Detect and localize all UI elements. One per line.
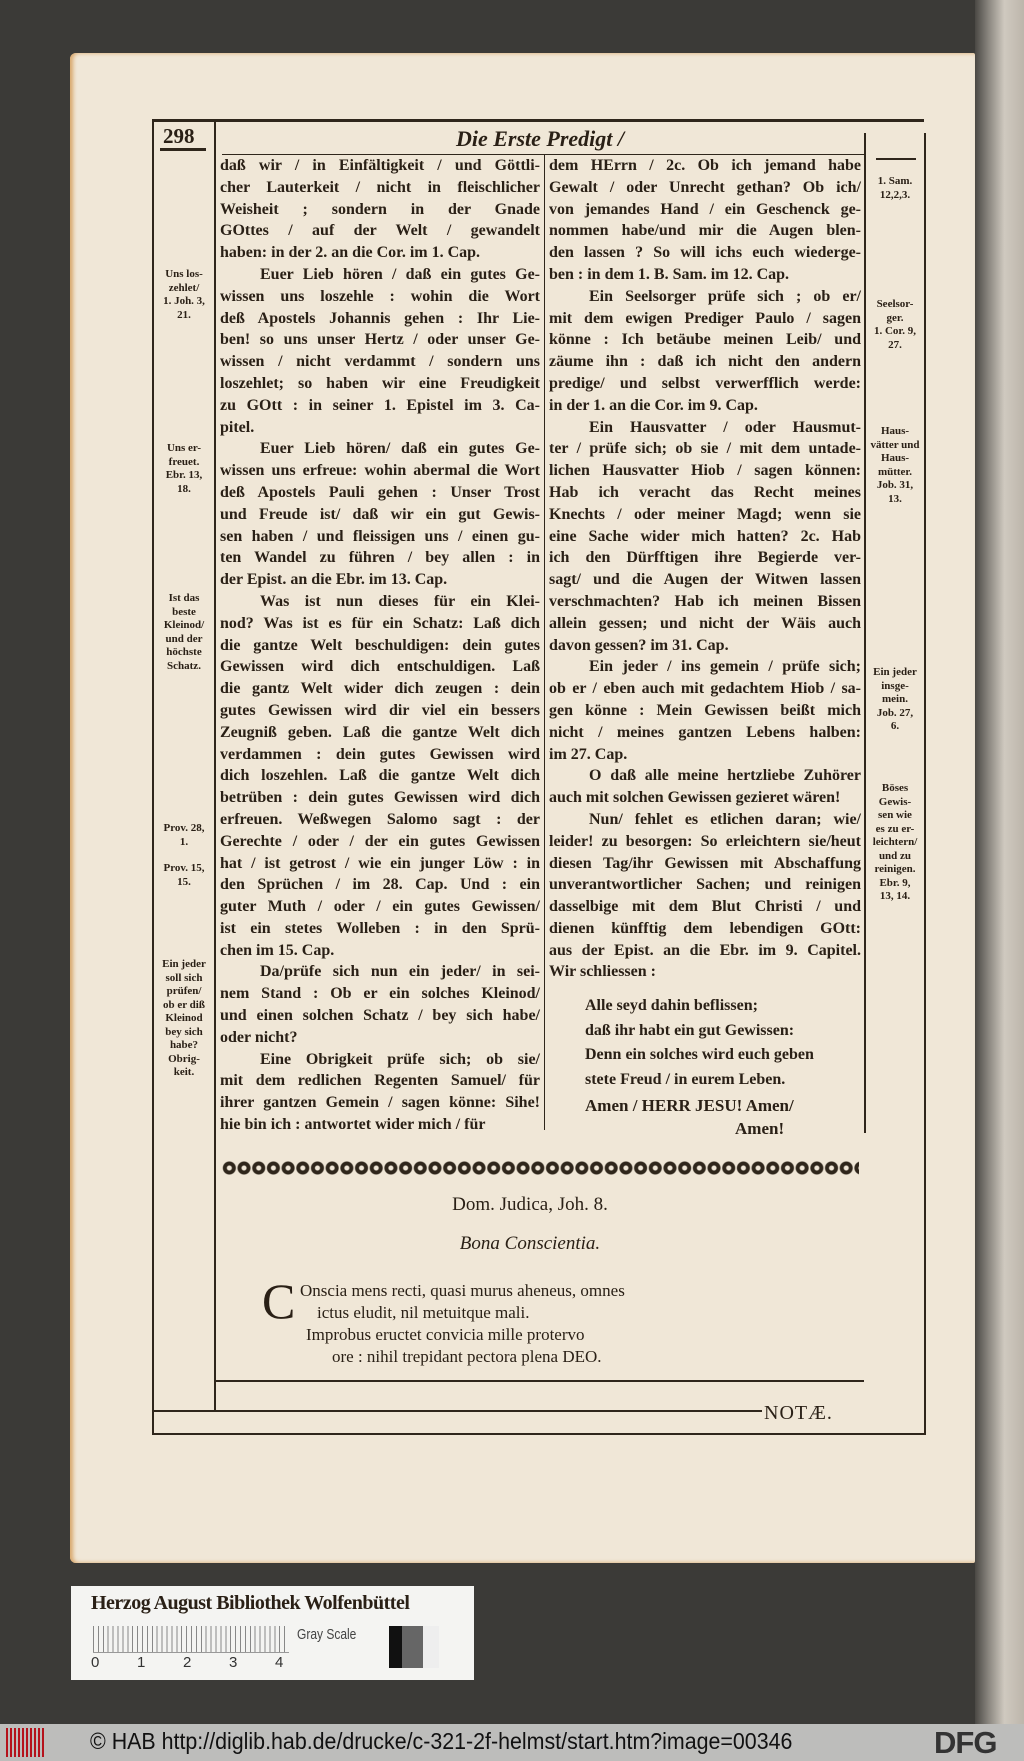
outer-bottom-rule: [152, 1433, 924, 1435]
text-line: Gewissen wird dich entschuldigen. Laß: [220, 658, 540, 676]
margin-note: [155, 268, 213, 322]
margin-note-line: Haus-: [880, 425, 910, 437]
margin-note-line: und zu: [878, 849, 912, 862]
frame-bottom-rule: [152, 1410, 762, 1412]
frame-top-rule: [152, 119, 924, 122]
amen-line: Amen / HERR JESU! Amen/: [585, 1096, 794, 1115]
text-line: deß Apostels Pauli gehen : Unser Trost: [220, 483, 540, 501]
margin-note-line: 1. Sam.: [877, 175, 913, 187]
text-line: Ein jeder / ins gemein / prüfe sich;: [589, 658, 861, 676]
text-line: ben : in dem 1. B. Sam. im 12. Cap.: [549, 265, 790, 283]
right-text-column: [549, 155, 861, 983]
margin-note-line: Obrig-: [168, 1052, 200, 1065]
notes-divider-right: [864, 133, 866, 1133]
margin-note-line: mütter.: [877, 465, 913, 478]
margin-note: [866, 782, 924, 904]
margin-note-line: Ist das: [168, 592, 200, 604]
left-text-column: [220, 155, 540, 1136]
text-line: deß Apostels Johannis gehen : Ihr Lie-: [220, 309, 540, 327]
margin-note-line: leichtern/: [872, 836, 918, 848]
text-line: Ein Hausvatter / oder Hausmut-: [589, 418, 861, 436]
text-line: ter / prüfe sich; ob sie / mit dem untade-: [549, 440, 861, 458]
margin-note-line: Haus-: [880, 452, 910, 464]
text-line: verschmachten? Hab ich meinen Bissen: [549, 592, 861, 610]
text-line: zu GOtt : in seiner 1. Epistel im 3. Ca-: [220, 396, 540, 414]
margin-note: [155, 958, 213, 1080]
latin-verse: [262, 1273, 625, 1368]
text-line: Knechts / oder meiner Magd; wenn sie: [549, 505, 861, 523]
text-line: auch mit solchen Gewissen gezieret wären!: [549, 789, 841, 807]
margin-note-line: Kleinod/: [163, 619, 205, 631]
notes-divider-left: [214, 120, 216, 1410]
margin-note-line: Ebr. 9,: [879, 876, 911, 889]
section-bottom-rule: [216, 1380, 864, 1382]
ruler-number: 3: [229, 1654, 238, 1671]
text-line: die gantze Welt beschuldigen: dein gutes: [220, 636, 540, 654]
text-line: in der 1. an die Cor. im 9. Cap.: [549, 396, 758, 414]
margin-note-line: Ebr. 13,: [165, 469, 203, 481]
text-line: Gewalt / oder Unrecht gethan? Ob ich/: [549, 178, 861, 196]
margin-note-line: bey sich: [165, 1025, 203, 1038]
text-line: hat / ist getrost / wie ein junger Löw : in: [220, 854, 540, 872]
margin-note: [866, 298, 924, 352]
frame-left-rule: [152, 120, 154, 1435]
margin-note-line: 6.: [890, 720, 900, 732]
margin-note-line: soll sich: [165, 971, 203, 984]
section-heading: Dom. Judica, Joh. 8.: [452, 1194, 608, 1215]
margin-note-line: 13.: [888, 492, 902, 505]
verse-line: Improbus eructet convicia mille protervo: [306, 1325, 585, 1344]
closing-poem: [585, 994, 814, 1139]
text-line: Was ist nun dieses für ein Klei-: [260, 592, 540, 610]
amen-line: Amen!: [735, 1118, 785, 1138]
margin-note-line: höchste: [166, 646, 202, 658]
text-line: Da/prüfe sich nun ein jeder/ in sei-: [260, 963, 540, 981]
margin-note-line: insge-: [881, 679, 909, 692]
margin-note: [155, 862, 213, 889]
margin-note: [155, 442, 213, 496]
text-line: nem Stand : Ob er ein solches Kleinod/: [220, 985, 540, 1003]
margin-note-line: beste: [172, 605, 196, 618]
poem-line: stete Freud / in eurem Leben.: [585, 1070, 786, 1088]
text-line: den Sprüchen / im 28. Cap. Und : ein: [220, 876, 540, 894]
margin-note: [155, 822, 213, 849]
margin-note-line: keit.: [173, 1066, 195, 1078]
text-line: leider! zu besorgen: So erleichtern sie/heut: [549, 832, 861, 850]
margin-note-line: Prov. 28,: [163, 822, 205, 834]
margin-note-line: 12,2,3.: [879, 188, 911, 201]
text-line: guter Muth / oder / ein gutes Gewissen/: [220, 898, 540, 916]
text-line: wissen / nicht verdammt / sondern uns: [220, 353, 540, 371]
text-line: wissen uns erfreue: wohin abermal die Wort: [220, 462, 540, 480]
margin-note-line: Job. 31,: [876, 479, 914, 491]
text-line: Eine Obrigkeit prüfe sich; ob sie/: [260, 1050, 540, 1068]
margin-note-line: freuet.: [168, 455, 200, 468]
margin-note: [866, 425, 924, 506]
margin-note-line: Ein jeder: [162, 958, 206, 970]
margin-note: [866, 175, 924, 202]
column-divider: [544, 155, 545, 1130]
margin-note-line: Ein jeder: [873, 666, 917, 678]
margin-note-line: zehlet/: [168, 281, 200, 294]
text-line: Gerechte / oder / der ein gutes Gewissen: [220, 832, 540, 850]
text-line: aus der Epist. an die Ebr. im 9. Capitel.: [549, 941, 861, 959]
margin-note-line: 1. Cor. 9,: [873, 325, 917, 337]
text-line: mit dem ewigen Prediger Paulo / sagen: [549, 309, 861, 327]
catchword: NOTÆ.: [764, 1402, 833, 1424]
text-line: ob er / eben auch mit gedachtem Hiob / sa-: [549, 680, 861, 698]
margin-note-line: ob er diß: [163, 998, 205, 1011]
margin-note-line: Uns los-: [165, 268, 203, 280]
ruler-number: 2: [183, 1654, 192, 1671]
margin-note-line: ger.: [886, 311, 904, 324]
gray-scale-swatch: [389, 1626, 439, 1668]
margin-note-line: Schatz.: [167, 659, 201, 672]
text-line: ben! so uns unser Hertz / oder unser Ge-: [220, 331, 540, 349]
section-subtitle: Bona Conscientia.: [459, 1233, 601, 1254]
verse-line: Onscia mens recti, quasi murus aheneus, omnes: [300, 1281, 625, 1300]
text-line: den lassen ? So will ichs euch wiederge-: [549, 244, 861, 262]
text-line: sen haben / und fleissigen uns / einen gu-: [220, 527, 540, 545]
text-line: der Epist. an die Ebr. im 13. Cap.: [220, 571, 448, 589]
text-line: im 27. Cap.: [549, 745, 628, 763]
adjacent-page-edge: [975, 0, 1024, 1724]
margin-note-line: 15.: [177, 875, 191, 888]
text-line: gen könne : Mein Gewissen beißt mich: [549, 701, 861, 719]
text-line: nicht / meines gantzen Lebens halben:: [549, 723, 861, 741]
margin-note-line: 27.: [888, 338, 902, 351]
text-line: mit dem redlichen Regenten Samuel/ für: [220, 1072, 540, 1090]
margin-note-line: reinigen.: [874, 863, 916, 875]
text-line: pitel.: [220, 418, 255, 436]
text-line: loszehlet; so haben wir eine Freudigkeit: [220, 374, 540, 392]
frame-right-rule: [924, 133, 926, 1435]
ruler-number: 0: [91, 1654, 100, 1671]
poem-line: Alle seyd dahin beflissen;: [585, 997, 758, 1014]
text-line: die gantz Welt wider dich zeugen : dein: [220, 680, 540, 698]
text-line: von jemandes Hand / ein Geschenck ge-: [549, 200, 861, 218]
text-line: davon gessen? im 31. Cap.: [549, 636, 729, 654]
text-line: erfreuen. Weßwegen Salomo sagt : der: [220, 810, 540, 828]
text-line: haben: in der 2. an die Cor. im 1. Cap.: [220, 244, 481, 262]
margin-note-line: 18.: [177, 482, 191, 495]
gray-scale-label: Gray Scale: [297, 1626, 357, 1643]
color-reference-card: [71, 1586, 474, 1680]
text-line: dich loszehlen. Laß die gantze Welt dich: [220, 767, 540, 785]
margin-note-line: Seelsor-: [876, 298, 914, 310]
text-line: unverantwortlicher Sachen; und reinigen: [549, 876, 861, 894]
margin-note-line: habe?: [169, 1039, 199, 1051]
margin-note-line: Prov. 15,: [163, 862, 205, 874]
text-line: diesen Tag/ihr Gewissen mit Abschaffung: [549, 854, 861, 872]
text-line: ihrer gantzen Gemein / sagen könne: Sihe!: [220, 1094, 540, 1112]
text-line: O daß alle meine hertzliebe Zuhörer: [589, 767, 861, 785]
right-notes-rule: [876, 158, 916, 160]
text-line: predige/ und selbst verwerfflich werde:: [549, 374, 861, 392]
dfg-logo: DFG: [934, 1725, 997, 1760]
margin-note-line: es zu er-: [875, 822, 915, 835]
poem-line: daß ihr habt ein gut Gewissen:: [585, 1021, 795, 1039]
library-name: Herzog August Bibliothek Wolfenbüttel: [91, 1592, 410, 1614]
text-line: betrüben : dein gutes Gewissen wird dich: [220, 789, 540, 807]
margin-note-line: 13, 14.: [879, 890, 911, 902]
text-line: oder nicht?: [220, 1028, 298, 1046]
margin-note-line: mein.: [882, 693, 908, 705]
margin-note-line: Uns er-: [166, 442, 202, 454]
text-line: Ein Seelsorger prüfe sich ; ob er/: [589, 287, 861, 305]
text-line: sagt/ und die Augen der Witwen lassen: [549, 571, 861, 589]
drop-cap: C: [262, 1273, 296, 1329]
text-line: dasselbige mit dem Blut Christi / und: [549, 898, 861, 916]
margin-note-line: 1. Joh. 3,: [163, 295, 205, 307]
text-line: Euer Lieb hören / daß ein gutes Ge-: [260, 265, 540, 283]
margin-note-line: Gewis-: [878, 795, 912, 808]
text-line: nommen habe/und mir die Augen blen-: [549, 222, 861, 240]
text-line: und einen solchen Schatz / bey sich habe/: [220, 1007, 540, 1025]
text-line: chen im 15. Cap.: [220, 941, 335, 959]
text-line: und Freude ist/ daß wir ein gut Gewis-: [220, 505, 540, 523]
margin-note-line: prüfen/: [166, 985, 202, 997]
margin-note-line: Kleinod: [165, 1012, 203, 1024]
text-line: ten Wandel zu führen / bey allen : in: [220, 549, 540, 567]
margin-note-line: und der: [165, 632, 203, 645]
verse-line: ictus eludit, nil metuitque mali.: [317, 1303, 530, 1322]
ruler-number: 4: [275, 1654, 284, 1671]
text-line: eine Sache wider mich hatten? 2c. Hab: [549, 527, 861, 545]
text-line: dem HErrn / 2c. Ob ich jemand habe: [549, 157, 861, 174]
text-line: nod? Was ist es für ein Schatz: Laß dich: [220, 614, 540, 632]
text-line: Wir schliessen :: [549, 963, 656, 981]
text-line: zäume ihn : daß ich nicht den andern: [549, 353, 861, 371]
footer-url[interactable]: © HAB http://diglib.hab.de/drucke/c-321-2f-helmst/start.htm?image=00346: [90, 1728, 793, 1754]
margin-note-line: 1.: [179, 835, 189, 848]
margin-note-line: Böses: [881, 782, 909, 794]
text-line: lichen Hausvatter Hiob / sagen können:: [549, 462, 861, 480]
text-line: Hab ich veracht das Recht meines: [549, 483, 861, 501]
hab-logo-icon: [6, 1728, 46, 1757]
margin-note: [866, 666, 924, 734]
footer-bar: [0, 1724, 1024, 1761]
margin-note-line: 21.: [177, 308, 191, 321]
page-number: 298: [163, 124, 195, 148]
ruler-number: 1: [137, 1654, 146, 1671]
margin-note-line: sen wie: [878, 809, 912, 821]
text-line: gutes Gewissen wird dir viel ein bessers: [220, 701, 540, 719]
running-title: Die Erste Predigt /: [455, 126, 625, 151]
text-line: GOttes / auf der Welt / gewandelt: [220, 222, 540, 240]
text-line: allein gessen; und nicht der Wäis auch: [549, 614, 861, 632]
text-line: Nun/ fehlet es etlichen daran; wie/: [589, 810, 861, 828]
text-line: Zeugniß geben. Laß die gantze Welt dich: [220, 723, 540, 741]
poem-line: Denn ein solches wird euch geben: [585, 1046, 814, 1063]
text-line: dienen künfftig dem lebendigen GOtt:: [549, 919, 861, 937]
text-line: könne : Ich betäube meinen Leib/ und: [549, 331, 861, 349]
text-line: Weisheit ; sondern in der Gnade: [220, 200, 540, 218]
ornament-band: [222, 1158, 859, 1178]
text-line: ist ein stetes Wolleben : in den Sprü-: [220, 919, 540, 937]
text-line: daß wir / in Einfältigkeit / und Göttli-: [220, 157, 540, 174]
text-line: ich den Dürfftigen ihre Begierde ver-: [549, 549, 861, 567]
margin-note: [155, 592, 213, 673]
text-line: wissen uns loszehle : wohin die Wort: [220, 287, 540, 305]
text-line: cher Lauterkeit / nicht in fleischlicher: [220, 178, 540, 196]
ruler-scale: [93, 1626, 289, 1653]
text-line: Euer Lieb hören/ daß ein gutes Ge-: [260, 440, 540, 458]
text-line: hie bin ich : antwortet wider mich / für: [220, 1116, 486, 1134]
margin-note-line: Job. 27,: [876, 706, 914, 719]
text-line: verdammen : dein gutes Gewissen wird: [220, 745, 540, 763]
verse-line: ore : nihil trepidant pectora plena DEO.: [332, 1347, 602, 1366]
margin-note-line: vätter und: [870, 438, 920, 451]
